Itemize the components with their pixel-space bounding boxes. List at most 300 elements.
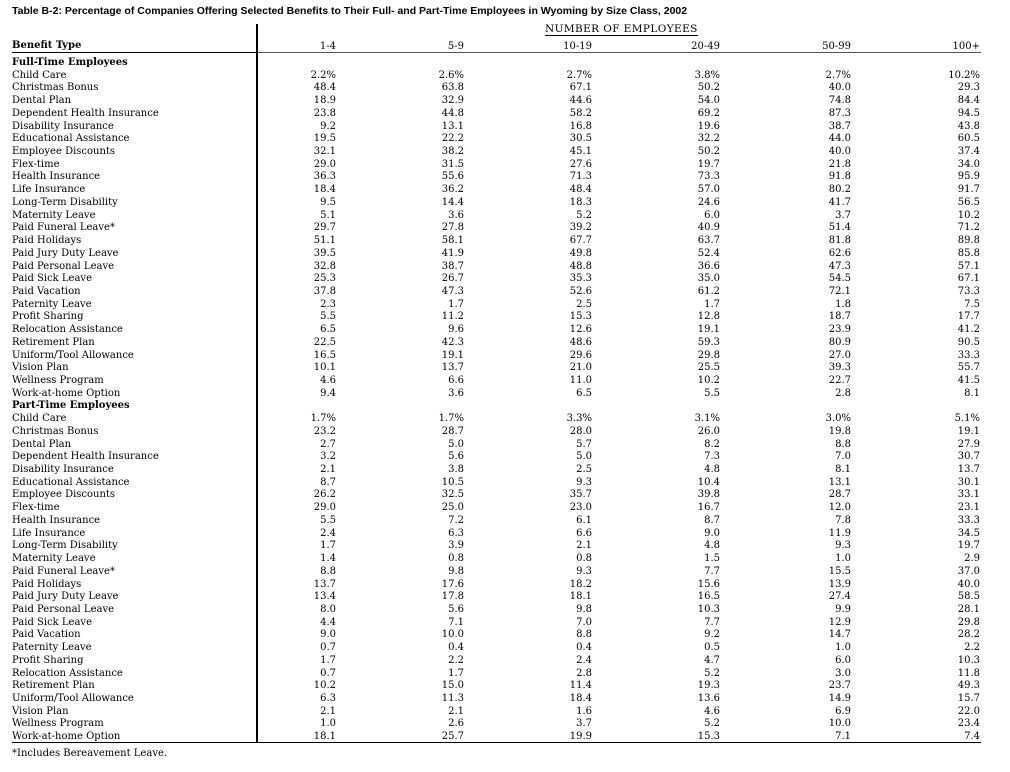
table-cell: 25.7 (441, 731, 464, 743)
table-cell: 54.0 (697, 95, 720, 107)
table-cell: 23.9 (828, 324, 851, 336)
table-cell: 9.8 (448, 565, 464, 577)
table-cell: 80.9 (828, 336, 851, 348)
table-cell: 23.4 (957, 718, 980, 730)
table-cell: 6.0 (835, 654, 851, 666)
table-cell: 36.6 (697, 260, 720, 272)
table-cell: 9.9 (835, 603, 851, 615)
table-row (0, 464, 1010, 477)
table-row (0, 655, 1010, 668)
table-cell: 28.7 (828, 489, 851, 501)
table-cell: 8.1 (835, 464, 851, 476)
table-cell: 58.2 (569, 107, 592, 119)
table-cell: 49.8 (569, 247, 592, 259)
table-cell: 14.7 (828, 629, 851, 641)
table-cell: 2.1 (576, 540, 592, 552)
table-cell: 11.0 (569, 375, 592, 386)
table-cell: 11.8 (957, 667, 980, 679)
table-cell: 47.3 (441, 285, 464, 297)
table-row (0, 108, 1010, 121)
table-cell: 5.0 (576, 451, 592, 463)
table-cell: 36.2 (441, 184, 464, 196)
table-cell: 3.6 (448, 387, 464, 399)
table-cell: 44.0 (828, 133, 851, 145)
table-cell: 10.1 (313, 362, 336, 374)
table-cell: 26.0 (697, 425, 720, 437)
table-cell: 57.0 (697, 184, 720, 196)
table-row (0, 159, 1010, 172)
table-cell: 27.6 (569, 158, 592, 170)
table-row (0, 477, 1010, 490)
table-cell: 29.8 (697, 349, 720, 361)
table-cell: 27.9 (957, 438, 980, 450)
table-cell: 1.7 (448, 298, 464, 310)
table-cell: 5.6 (448, 451, 464, 463)
table-cell: 61.2 (697, 285, 720, 297)
table-cell: 13.7 (313, 578, 336, 590)
table-cell: 63.8 (441, 82, 464, 94)
table-cell: 7.1 (835, 731, 851, 743)
benefit-label: Disability Insurance (12, 120, 114, 132)
table-cell: 50.2 (697, 82, 720, 94)
table-cell: 6.6 (448, 375, 464, 386)
benefit-label: Paid Vacation (12, 629, 81, 641)
table-cell: 37.0 (957, 565, 980, 577)
table-cell: 41.2 (957, 324, 980, 336)
benefit-label: Health Insurance (12, 171, 101, 183)
benefit-label: Relocation Assistance (12, 324, 123, 336)
table-cell: 14.4 (441, 196, 464, 208)
table-cell: 30.1 (957, 476, 980, 488)
table-cell: 2.9 (964, 553, 980, 565)
table-cell: 26.7 (441, 273, 464, 285)
table-cell: 15.7 (957, 693, 980, 704)
table-cell: 81.8 (828, 235, 851, 247)
table-row (0, 324, 1010, 337)
table-cell: 23.1 (957, 502, 980, 514)
table-cell: 6.6 (576, 527, 592, 539)
table-row (0, 133, 1010, 146)
footnote: *Includes Bereavement Leave. (12, 748, 168, 759)
table-cell: 6.1 (576, 514, 592, 526)
table-cell: 9.8 (576, 603, 592, 615)
table-row (0, 528, 1010, 541)
table-cell: 9.3 (576, 565, 592, 577)
table-cell: 9.5 (320, 196, 336, 208)
table-cell: 72.1 (828, 285, 851, 297)
table-cell: 1.7 (320, 540, 336, 552)
section-label: Full-Time Employees (12, 57, 128, 68)
table-row (0, 706, 1010, 719)
table-row (0, 617, 1010, 630)
table-cell: 4.6 (704, 705, 720, 717)
table-cell: 42.3 (441, 336, 464, 348)
table-cell: 1.0 (835, 553, 851, 565)
table-cell: 2.7 (320, 438, 336, 450)
table-cell: 9.3 (835, 540, 851, 552)
table-cell: 39.3 (828, 362, 851, 374)
table-cell: 3.1% (694, 413, 720, 425)
table-cell: 5.7 (576, 438, 592, 450)
table-cell: 41.9 (441, 247, 464, 259)
table-row (0, 171, 1010, 184)
table-cell: 2.3 (320, 298, 336, 310)
table-cell: 7.5 (964, 298, 980, 310)
table-row (0, 591, 1010, 604)
table-cell: 9.2 (320, 120, 336, 132)
table-row (0, 311, 1010, 324)
table-row (0, 388, 1010, 401)
table-cell: 8.7 (704, 514, 720, 526)
table-cell: 34.0 (957, 158, 980, 170)
table-cell: 58.1 (441, 235, 464, 247)
column-header: 50-99 (822, 41, 851, 52)
table-cell: 23.7 (828, 680, 851, 692)
table-cell: 23.0 (569, 502, 592, 514)
table-row (0, 426, 1010, 439)
table-cell: 35.0 (697, 273, 720, 285)
benefit-label: Christmas Bonus (12, 82, 99, 94)
benefit-label: Work-at-home Option (12, 387, 121, 399)
table-cell: 29.6 (569, 349, 592, 361)
table-cell: 32.8 (313, 260, 336, 272)
table-row (0, 146, 1010, 159)
table-cell: 12.6 (569, 324, 592, 336)
table-cell: 13.1 (828, 476, 851, 488)
table-cell: 44.6 (569, 95, 592, 107)
table-cell: 19.1 (441, 349, 464, 361)
table-cell: 3.8% (694, 69, 720, 81)
table-cell: 25.0 (441, 502, 464, 514)
table-row (0, 273, 1010, 286)
table-cell: 0.4 (576, 642, 592, 654)
table-row (0, 718, 1010, 731)
table-cell: 52.6 (569, 285, 592, 297)
benefit-label: Paid Funeral Leave* (12, 565, 115, 577)
table-cell: 1.6 (576, 705, 592, 717)
table-row (0, 350, 1010, 363)
table-cell: 0.4 (448, 642, 464, 654)
table-row (0, 489, 1010, 502)
table-row (0, 413, 1010, 426)
table-cell: 1.7 (320, 654, 336, 666)
table-cell: 34.5 (957, 527, 980, 539)
table-cell: 94.5 (957, 107, 980, 119)
table-cell: 0.7 (320, 667, 336, 679)
table-row (0, 375, 1010, 388)
table-cell: 27.8 (441, 222, 464, 234)
table-cell: 29.0 (313, 502, 336, 514)
table-cell: 3.9 (448, 540, 464, 552)
benefit-label: Child Care (12, 69, 67, 81)
table-row (0, 439, 1010, 452)
table-row (0, 362, 1010, 375)
column-header: 100+ (952, 41, 980, 52)
benefit-label: Paid Funeral Leave* (12, 222, 115, 234)
table-cell: 95.9 (957, 171, 980, 183)
table-cell: 2.2% (310, 69, 336, 81)
table-cell: 1.7 (448, 667, 464, 679)
table-cell: 35.3 (569, 273, 592, 285)
benefit-label: Paid Sick Leave (12, 273, 92, 285)
table-cell: 16.5 (313, 349, 336, 361)
table-cell: 9.0 (704, 527, 720, 539)
table-cell: 38.7 (828, 120, 851, 132)
table-cell: 8.8 (320, 565, 336, 577)
table-cell: 40.0 (828, 146, 851, 158)
section-heading (0, 57, 1010, 70)
table-cell: 37.8 (313, 285, 336, 297)
table-cell: 12.8 (697, 311, 720, 323)
table-cell: 15.6 (697, 578, 720, 590)
benefit-label: Dependent Health Insurance (12, 451, 159, 463)
table-row (0, 451, 1010, 464)
table-cell: 10.2 (957, 209, 980, 221)
table-row (0, 693, 1010, 706)
table-cell: 7.4 (964, 731, 980, 743)
benefit-label: Long-Term Disability (12, 540, 118, 552)
table-cell: 74.8 (828, 95, 851, 107)
table-cell: 29.0 (313, 158, 336, 170)
table-cell: 2.4 (576, 654, 592, 666)
table-cell: 7.3 (704, 451, 720, 463)
table-cell: 19.7 (957, 540, 980, 552)
table-row (0, 286, 1010, 299)
table-cell: 17.7 (957, 311, 980, 323)
header-rule-right (258, 52, 981, 53)
table-cell: 28.7 (441, 425, 464, 437)
table-cell: 21.8 (828, 158, 851, 170)
table-cell: 19.6 (697, 120, 720, 132)
table-cell: 10.2% (948, 69, 980, 81)
table-row (0, 235, 1010, 248)
table-cell: 3.8 (448, 464, 464, 476)
table-cell: 0.7 (320, 642, 336, 654)
table-cell: 1.7 (704, 298, 720, 310)
table-cell: 5.2 (704, 718, 720, 730)
table-cell: 1.8 (835, 298, 851, 310)
table-cell: 13.7 (957, 464, 980, 476)
table-cell: 2.4 (320, 527, 336, 539)
table-cell: 29.7 (313, 222, 336, 234)
benefit-label: Educational Assistance (12, 476, 130, 488)
table-cell: 48.4 (313, 82, 336, 94)
benefit-label: Vision Plan (12, 705, 69, 717)
benefit-label: Retirement Plan (12, 336, 95, 348)
table-cell: 85.8 (957, 247, 980, 259)
table-cell: 18.4 (313, 184, 336, 196)
table-cell: 13.4 (313, 591, 336, 603)
table-cell: 32.5 (441, 489, 464, 501)
table-cell: 39.5 (313, 247, 336, 259)
table-row (0, 82, 1010, 95)
table-cell: 69.2 (697, 107, 720, 119)
table-cell: 18.3 (569, 196, 592, 208)
table-cell: 40.9 (697, 222, 720, 234)
table-cell: 2.1 (320, 464, 336, 476)
benefit-label: Health Insurance (12, 514, 101, 526)
benefit-label: Wellness Program (12, 375, 104, 386)
table-cell: 38.7 (441, 260, 464, 272)
benefit-label: Paid Holidays (12, 578, 82, 590)
table-cell: 1.4 (320, 553, 336, 565)
table-cell: 40.0 (828, 82, 851, 94)
table-cell: 6.9 (835, 705, 851, 717)
table-cell: 26.2 (313, 489, 336, 501)
table-cell: 9.4 (320, 387, 336, 399)
table-row (0, 642, 1010, 655)
table-cell: 2.8 (576, 667, 592, 679)
benefit-label: Child Care (12, 413, 67, 425)
table-cell: 16.5 (697, 591, 720, 603)
table-cell: 12.9 (828, 616, 851, 628)
benefit-label: Educational Assistance (12, 133, 130, 145)
table-cell: 4.4 (320, 616, 336, 628)
table-cell: 5.1% (954, 413, 980, 425)
table-cell: 19.7 (697, 158, 720, 170)
table-cell: 33.1 (957, 489, 980, 501)
table-cell: 67.7 (569, 235, 592, 247)
header-rule (12, 52, 256, 53)
table-row (0, 299, 1010, 312)
table-cell: 33.3 (957, 349, 980, 361)
table-cell: 67.1 (569, 82, 592, 94)
table-cell: 55.7 (957, 362, 980, 374)
benefit-label: Paid Holidays (12, 235, 82, 247)
table-cell: 3.2 (320, 451, 336, 463)
table-cell: 5.2 (704, 667, 720, 679)
table-cell: 41.5 (957, 375, 980, 386)
table-cell: 28.2 (957, 629, 980, 641)
table-cell: 19.1 (957, 425, 980, 437)
table-cell: 11.9 (828, 527, 851, 539)
table-cell: 10.2 (313, 680, 336, 692)
table-cell: 13.1 (441, 120, 464, 132)
benefit-label: Paid Personal Leave (12, 603, 115, 615)
table-cell: 22.0 (957, 705, 980, 717)
table-cell: 11.3 (441, 693, 464, 704)
table-cell: 10.5 (441, 476, 464, 488)
table-row (0, 553, 1010, 566)
table-cell: 11.2 (441, 311, 464, 323)
table-cell: 15.0 (441, 680, 464, 692)
table-cell: 45.1 (569, 146, 592, 158)
table-cell: 0.8 (576, 553, 592, 565)
section-label: Part-Time Employees (12, 400, 130, 412)
table-cell: 7.0 (576, 616, 592, 628)
table-cell: 31.5 (441, 158, 464, 170)
table-cell: 18.1 (569, 591, 592, 603)
table-cell: 14.9 (828, 693, 851, 704)
table-row (0, 515, 1010, 528)
column-header: 1-4 (319, 41, 336, 52)
benefit-label: Disability Insurance (12, 464, 114, 476)
table-cell: 57.1 (957, 260, 980, 272)
benefit-label: Paid Vacation (12, 285, 81, 297)
table-cell: 13.7 (441, 362, 464, 374)
benefit-label: Employee Discounts (12, 146, 116, 158)
table-cell: 15.3 (569, 311, 592, 323)
benefit-label: Uniform/Tool Allowance (12, 349, 134, 361)
table-cell: 2.2 (448, 654, 464, 666)
table-row (0, 197, 1010, 210)
table-cell: 3.0 (835, 667, 851, 679)
table-cell: 18.2 (569, 578, 592, 590)
benefit-label: Dental Plan (12, 438, 72, 450)
table-row (0, 579, 1010, 592)
table-cell: 90.5 (957, 336, 980, 348)
table-cell: 8.7 (320, 476, 336, 488)
table-cell: 39.2 (569, 222, 592, 234)
column-header: 20-49 (691, 41, 720, 52)
table-cell: 8.1 (964, 387, 980, 399)
benefit-label: Paternity Leave (12, 642, 92, 654)
table-cell: 2.8 (835, 387, 851, 399)
table-cell: 5.5 (320, 311, 336, 323)
table-row (0, 121, 1010, 134)
table-cell: 19.3 (697, 680, 720, 692)
table-cell: 50.2 (697, 146, 720, 158)
table-cell: 1.0 (835, 642, 851, 654)
benefit-label: Christmas Bonus (12, 425, 99, 437)
table-cell: 6.5 (576, 387, 592, 399)
row-header: Benefit Type (12, 40, 82, 51)
table-cell: 84.4 (957, 95, 980, 107)
benefit-label: Dental Plan (12, 95, 72, 107)
table-cell: 87.3 (828, 107, 851, 119)
benefit-label: Maternity Leave (12, 209, 96, 221)
table-cell: 2.2 (964, 642, 980, 654)
table-cell: 10.0 (828, 718, 851, 730)
table-row (0, 668, 1010, 681)
table-cell: 51.1 (313, 235, 336, 247)
table-cell: 63.7 (697, 235, 720, 247)
table-cell: 4.6 (320, 375, 336, 386)
table-cell: 8.8 (835, 438, 851, 450)
benefit-label: Long-Term Disability (12, 196, 118, 208)
table-cell: 7.1 (448, 616, 464, 628)
table-cell: 32.9 (441, 95, 464, 107)
table-cell: 1.0 (320, 718, 336, 730)
table-cell: 91.7 (957, 184, 980, 196)
table-cell: 23.2 (313, 425, 336, 437)
benefit-label: Dependent Health Insurance (12, 107, 159, 119)
table-row (0, 604, 1010, 617)
table-cell: 15.5 (828, 565, 851, 577)
table-cell: 18.7 (828, 311, 851, 323)
table-cell: 5.0 (448, 438, 464, 450)
table-cell: 22.5 (313, 336, 336, 348)
table-cell: 25.3 (313, 273, 336, 285)
table-cell: 8.0 (320, 603, 336, 615)
table-cell: 54.5 (828, 273, 851, 285)
table-cell: 48.8 (569, 260, 592, 272)
column-header: 10-19 (563, 41, 592, 52)
table-cell: 71.2 (957, 222, 980, 234)
table-cell: 58.5 (957, 591, 980, 603)
table-cell: 18.1 (313, 731, 336, 743)
table-row (0, 222, 1010, 235)
table-cell: 10.2 (697, 375, 720, 386)
table-cell: 5.2 (576, 209, 592, 221)
benefit-label: Maternity Leave (12, 553, 96, 565)
table-cell: 10.0 (441, 629, 464, 641)
table-row (0, 566, 1010, 579)
table-cell: 3.0% (825, 413, 851, 425)
table-row (0, 540, 1010, 553)
table-cell: 36.3 (313, 171, 336, 183)
table-cell: 8.8 (576, 629, 592, 641)
